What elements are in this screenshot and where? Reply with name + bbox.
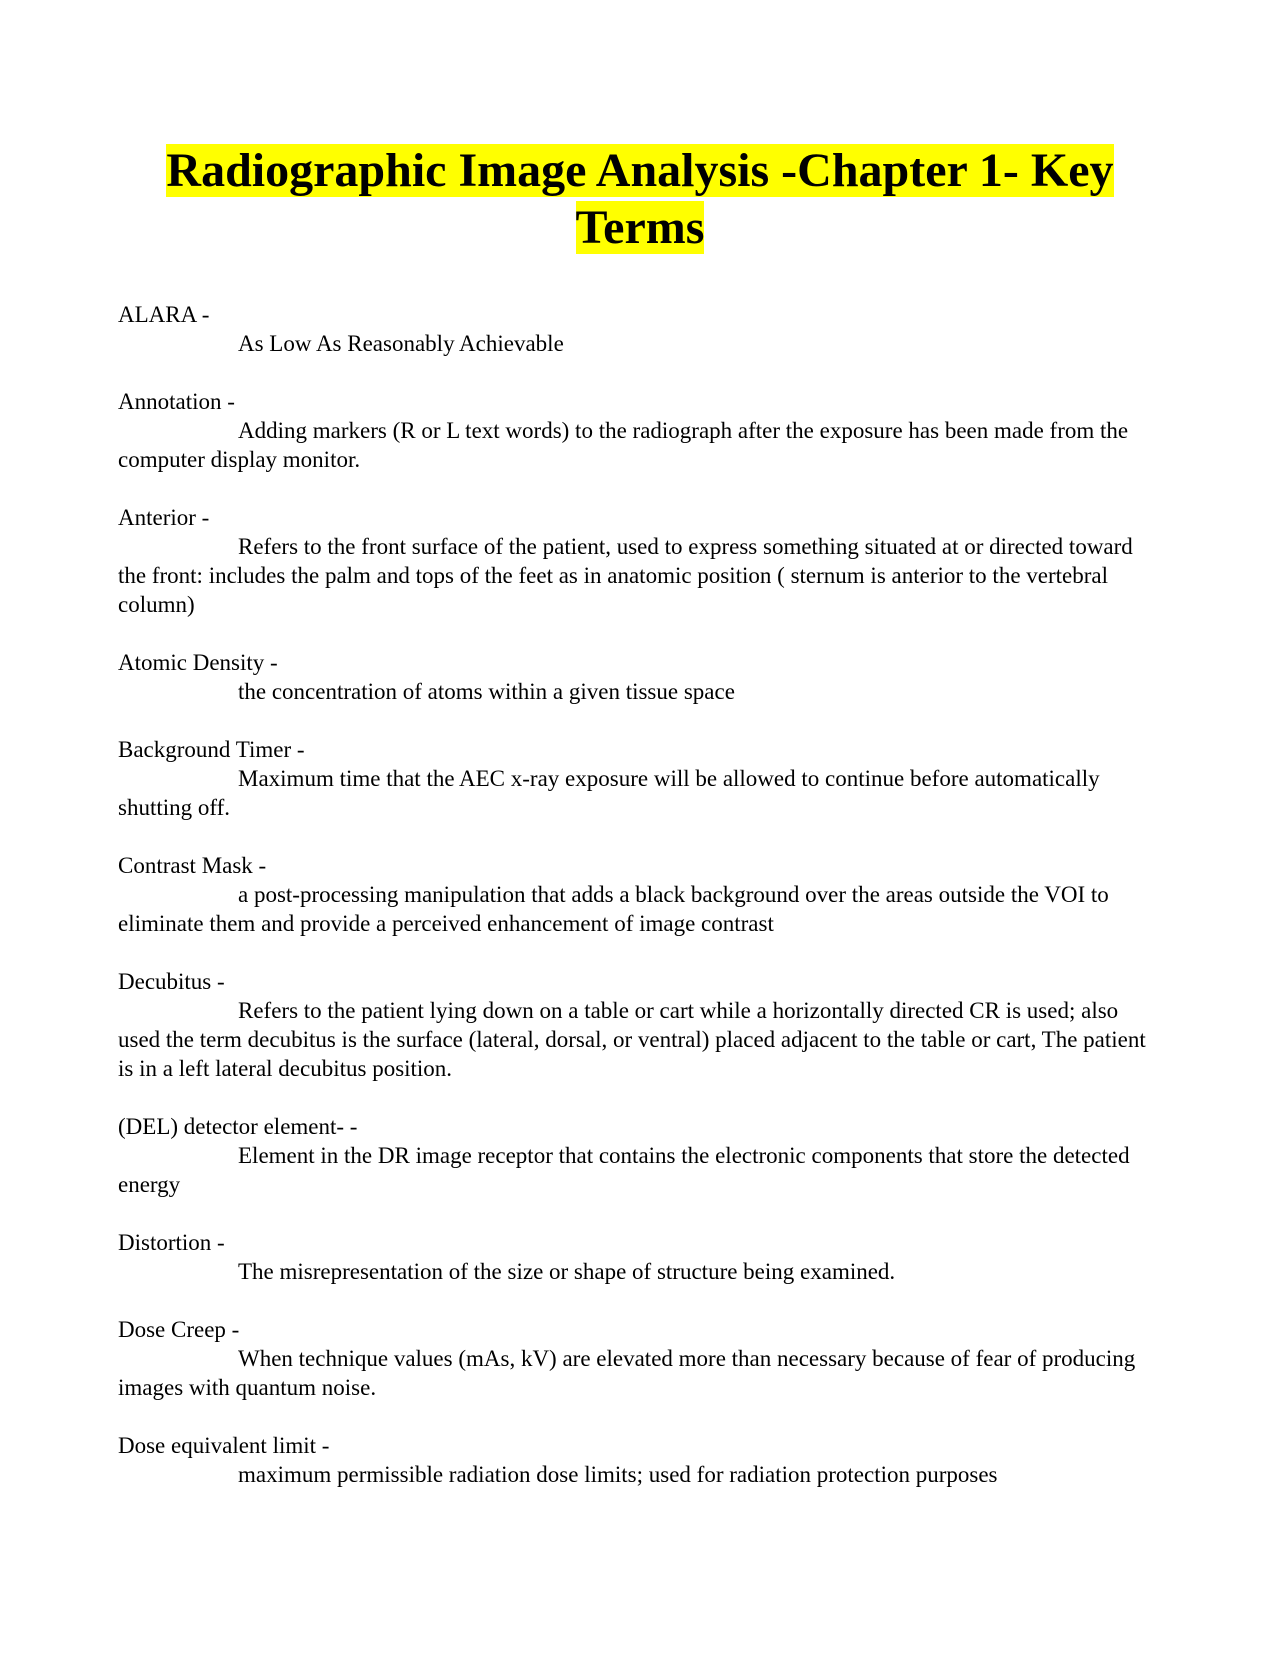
term-definition: Adding markers (R or L text words) to the radiograph after the exposure has been made from the computer display monitor.	[118, 418, 1129, 472]
term-label: Distortion -	[118, 1230, 225, 1255]
term-definition: When technique values (mAs, kV) are elevated more than necessary because of fear of producing images with quantum noise.	[118, 1346, 1136, 1400]
term-label: Decubitus -	[118, 969, 225, 994]
list-item	[118, 967, 1162, 1083]
term-definition: The misrepresentation of the size or shape of structure being examined.	[238, 1259, 896, 1284]
list-item	[118, 1315, 1162, 1402]
list-item	[118, 851, 1162, 938]
term-definition: Element in the DR image receptor that contains the electronic components that store the detected energy	[118, 1143, 1130, 1197]
page-title	[118, 142, 1162, 256]
term-label: Dose Creep -	[118, 1317, 240, 1342]
term-label: Contrast Mask -	[118, 853, 267, 878]
list-item	[118, 387, 1162, 474]
list-item	[118, 1112, 1162, 1199]
term-definition: Refers to the patient lying down on a table or cart while a horizontally directed CR is used; also used the term decubitus is the surface (lateral, dorsal, or ventral) placed adjacent to the table or cart, The patient is in a left lateral decubitus position.	[118, 998, 1146, 1081]
list-item	[118, 648, 1162, 706]
key-terms-list	[118, 300, 1162, 1518]
term-label: (DEL) detector element- -	[118, 1114, 358, 1139]
term-label: ALARA -	[118, 302, 210, 327]
term-definition: Refers to the front surface of the patient, used to express something situated at or directed toward the front: includes the palm and tops of the feet as in anatomic position ( sternum is anterior to the vertebral column)	[118, 534, 1133, 617]
term-label: Background Timer -	[118, 737, 305, 762]
list-item	[118, 1431, 1162, 1489]
term-definition: a post-processing manipulation that adds a black background over the areas outside the VOI to eliminate them and provide a perceived enhancement of image contrast	[118, 882, 1109, 936]
term-definition: Maximum time that the AEC x-ray exposure will be allowed to continue before automatically shutting off.	[118, 766, 1100, 820]
title-highlight: Radiographic Image Analysis -Chapter 1- Key Terms	[166, 144, 1114, 254]
term-label: Atomic Density -	[118, 650, 278, 675]
list-item	[118, 503, 1162, 619]
term-label: Anterior -	[118, 505, 210, 530]
term-definition: maximum permissible radiation dose limits; used for radiation protection purposes	[238, 1462, 998, 1487]
term-label: Dose equivalent limit -	[118, 1433, 330, 1458]
list-item	[118, 1228, 1162, 1286]
term-label: Annotation -	[118, 389, 235, 414]
term-definition: the concentration of atoms within a given tissue space	[238, 679, 735, 704]
list-item	[118, 300, 1162, 358]
term-definition: As Low As Reasonably Achievable	[238, 331, 564, 356]
list-item	[118, 735, 1162, 822]
